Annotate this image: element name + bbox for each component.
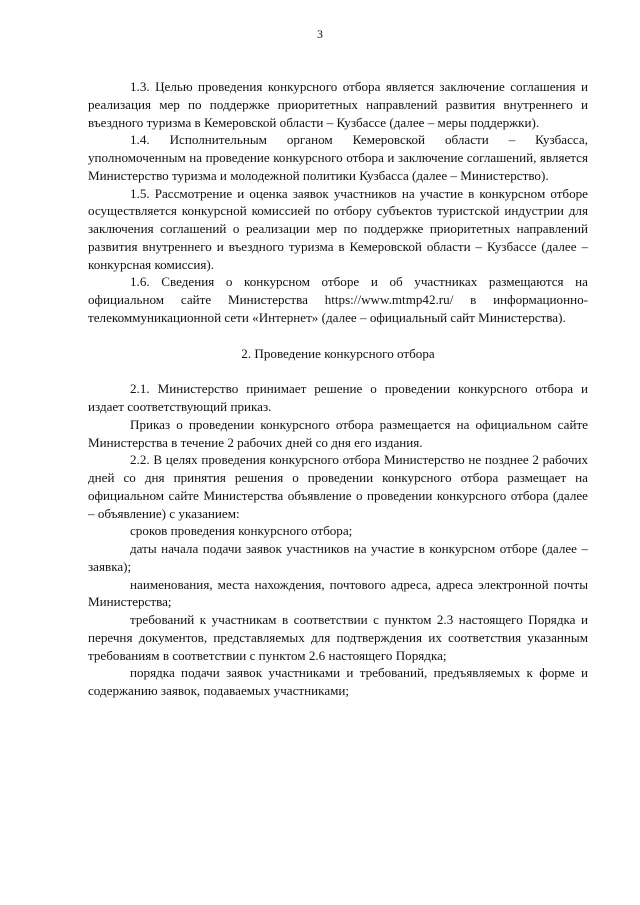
paragraph-1-4: 1.4. Исполнительным органом Кемеровской области – Кузбасса, уполномоченным на проведение конкурсного отбора и заключение соглашений, является Министерство туризма и молодежной политики Кузбасса (далее – Министерство).	[88, 132, 588, 183]
list-item: требований к участникам в соответствии с пунктом 2.3 настоящего Порядка и перечня документов, представляемых для подтверждения их соответствия указанным требованиям в соответствии с пунктом 2.6 настоящего Порядка;	[88, 612, 588, 663]
paragraph-2-1: 2.1. Министерство принимает решение о проведении конкурсного отбора и издает соответствующий приказ.	[88, 381, 588, 414]
paragraph-2-2: 2.2. В целях проведения конкурсного отбора Министерство не позднее 2 рабочих дней со дня принятия решения о проведении конкурсного отбора размещает на официальном сайте Министерства объявление о проведении конкурсного отбора (далее – объявление) с указанием:	[88, 452, 588, 521]
paragraph-order-publication: Приказ о проведении конкурсного отбора размещается на официальном сайте Министерства в течение 2 рабочих дней со дня его издания.	[88, 416, 588, 450]
paragraph-1-5: 1.5. Рассмотрение и оценка заявок участников на участие в конкурсном отборе осуществляется конкурсной комиссией по отбору субъектов туристской индустрии для заключения соглашений о реализации мер по поддержке приоритетных направлений развития внутреннего и въездного туризма в Кемеровской области – Кузбассе (далее – конкурсная комиссия).	[88, 185, 588, 272]
announcement-items-list	[88, 522, 588, 700]
list-item: порядка подачи заявок участниками и требований, предъявляемых к форме и содержанию заявок, подаваемых участниками;	[88, 665, 588, 698]
paragraph-1-6: 1.6. Сведения о конкурсном отборе и об участниках размещаются на официальном сайте Министерства https://www.mtmp42.ru/ в информационно-телекоммуникационной сети «Интернет» (далее – официальный сайт Министерства).	[88, 274, 588, 325]
list-item: наименования, места нахождения, почтового адреса, адреса электронной почты Министерства;	[88, 576, 588, 610]
section-2-heading: 2. Проведение конкурсного отбора	[241, 345, 435, 361]
list-item: сроков проведения конкурсного отбора;	[130, 523, 353, 539]
page-number: 3	[317, 29, 323, 41]
document-body	[88, 78, 588, 700]
list-item: даты начала подачи заявок участников на участие в конкурсном отборе (далее – заявка);	[88, 541, 588, 574]
paragraph-1-3: 1.3. Целью проведения конкурсного отбора является заключение соглашения и реализация мер по поддержке приоритетных направлений развития внутреннего и въездного туризма в Кемеровской области – Кузбассе (далее – меры поддержки).	[88, 79, 588, 130]
